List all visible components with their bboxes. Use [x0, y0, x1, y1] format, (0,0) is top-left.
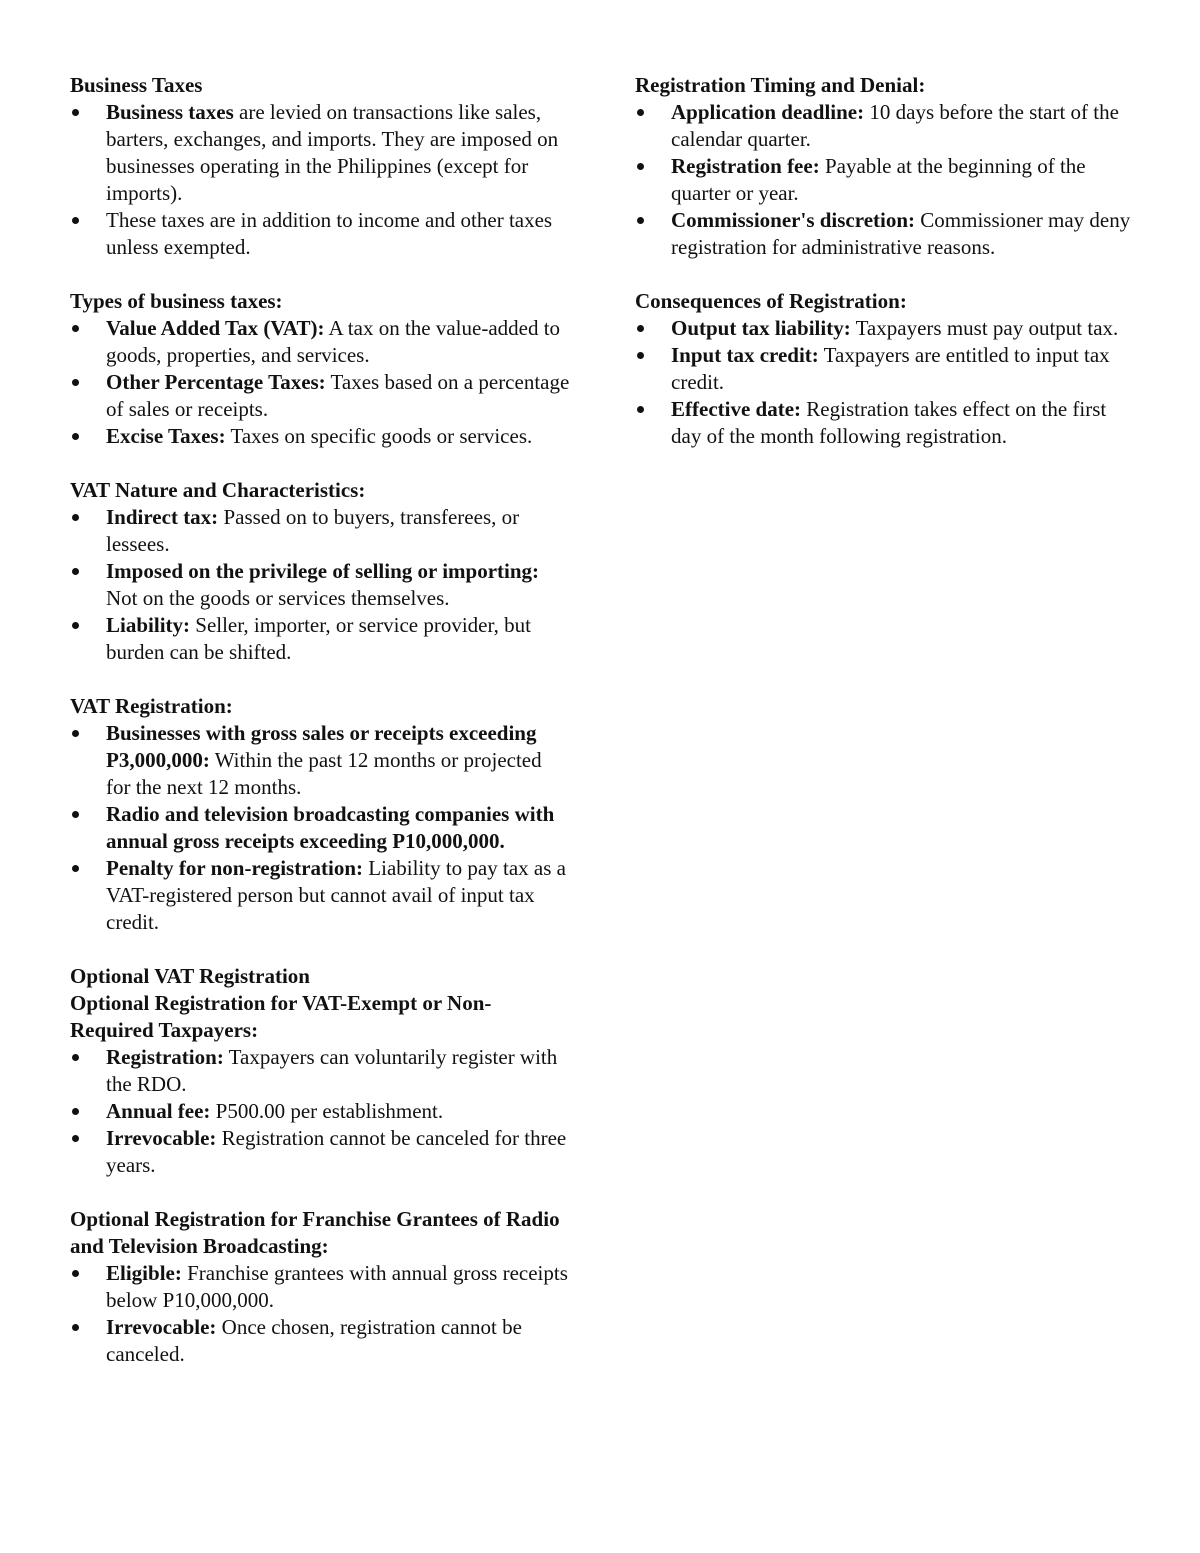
right-column	[635, 72, 1135, 477]
bullet-icon	[637, 325, 644, 332]
section-heading: Optional VAT Registration	[70, 964, 310, 988]
list-item	[70, 1260, 570, 1314]
bullet-list	[70, 1260, 570, 1368]
bullet-icon	[72, 109, 79, 116]
bullet-list	[70, 315, 570, 450]
bullet-list	[70, 720, 570, 936]
item-text: Franchise grantees with annual gross receipts below P10,000,000.	[106, 1261, 568, 1312]
item-text: Taxes on specific goods or services.	[225, 424, 533, 448]
item-text: 10 days before the start of the calendar quarter.	[671, 100, 1119, 151]
section-franchise-grantees	[70, 1206, 570, 1368]
list-item	[70, 801, 570, 855]
section-types-of-business-taxes	[70, 288, 570, 450]
list-item	[70, 720, 570, 801]
item-label: Application deadline:	[671, 100, 865, 124]
section-vat-registration	[70, 693, 570, 936]
bullet-icon	[72, 1135, 79, 1142]
section-consequences-of-registration	[635, 288, 1135, 450]
left-column	[70, 72, 570, 1395]
bullet-icon	[637, 406, 644, 413]
item-text: A tax on the value-added to goods, properties, and services.	[106, 316, 561, 367]
item-text: are levied on transactions like sales, barters, exchanges, and imports. They are imposed on businesses operating in the Philippines (except for imports).	[106, 100, 559, 205]
section-registration-timing	[635, 72, 1135, 261]
bullet-icon	[72, 514, 79, 521]
bullet-icon	[72, 379, 79, 386]
item-label: Excise Taxes:	[106, 424, 226, 448]
item-label: Penalty for non-registration:	[106, 856, 364, 880]
item-text: Commissioner may deny registration for administrative reasons.	[671, 208, 1131, 259]
list-item	[635, 396, 1135, 450]
item-label: Value Added Tax (VAT):	[106, 316, 325, 340]
list-item	[70, 369, 570, 423]
item-label: Effective date:	[671, 397, 802, 421]
section-heading: Business Taxes	[70, 73, 203, 97]
item-text: Once chosen, registration cannot be canceled.	[106, 1315, 522, 1366]
section-heading: Consequences of Registration:	[635, 289, 907, 313]
list-item	[635, 153, 1135, 207]
bullet-icon	[637, 109, 644, 116]
list-item	[635, 99, 1135, 153]
bullet-icon	[637, 352, 644, 359]
bullet-list	[70, 504, 570, 666]
list-item	[70, 423, 570, 450]
bullet-list	[70, 1044, 570, 1179]
item-label: Radio and television broadcasting companies with annual gross receipts exceeding P10,000,000.	[106, 802, 555, 853]
bullet-icon	[637, 217, 644, 224]
list-item	[70, 99, 570, 207]
list-item	[70, 612, 570, 666]
bullet-icon	[72, 568, 79, 575]
item-label: Eligible:	[106, 1261, 182, 1285]
list-item	[70, 855, 570, 936]
item-label: Registration fee:	[671, 154, 820, 178]
item-text: Not on the goods or services themselves.	[106, 586, 450, 610]
section-heading: Optional Registration for Franchise Grantees of Radio and Television Broadcasting:	[70, 1207, 560, 1258]
list-item	[70, 315, 570, 369]
bullet-icon	[72, 217, 79, 224]
section-business-taxes	[70, 72, 570, 261]
list-item	[70, 558, 570, 612]
item-label: Indirect tax:	[106, 505, 219, 529]
list-item	[635, 207, 1135, 261]
list-item	[70, 207, 570, 261]
item-text: Taxes based on a percentage of sales or receipts.	[106, 370, 570, 421]
item-text: Registration takes effect on the first day of the month following registration.	[671, 397, 1107, 448]
bullet-icon	[72, 730, 79, 737]
list-item	[70, 1314, 570, 1368]
list-item	[70, 504, 570, 558]
item-label: Registration:	[106, 1045, 224, 1069]
item-text: Payable at the beginning of the quarter or year.	[671, 154, 1086, 205]
item-text: Taxpayers can voluntarily register with the RDO.	[106, 1045, 558, 1096]
section-heading: Registration Timing and Denial:	[635, 73, 926, 97]
item-text: Registration cannot be canceled for three years.	[106, 1126, 567, 1177]
section-optional-vat-registration	[70, 963, 570, 1179]
bullet-icon	[72, 1324, 79, 1331]
item-label: Annual fee:	[106, 1099, 211, 1123]
bullet-list	[70, 99, 570, 261]
item-label: Irrevocable:	[106, 1315, 217, 1339]
list-item	[635, 315, 1135, 342]
item-text: Taxpayers are entitled to input tax credit.	[671, 343, 1110, 394]
section-heading: VAT Nature and Characteristics:	[70, 478, 366, 502]
item-label: Businesses with gross sales or receipts exceeding P3,000,000:	[106, 721, 537, 772]
item-text: Within the past 12 months or projected for the next 12 months.	[106, 748, 542, 799]
bullet-icon	[72, 1054, 79, 1061]
bullet-icon	[72, 1108, 79, 1115]
item-text: Liability to pay tax as a VAT-registered person but cannot avail of input tax credit.	[106, 856, 566, 934]
item-label: Imposed on the privilege of selling or importing:	[106, 559, 540, 583]
item-label: Input tax credit:	[671, 343, 819, 367]
item-text: These taxes are in addition to income and other taxes unless exempted.	[106, 208, 553, 259]
bullet-icon	[72, 1270, 79, 1277]
section-vat-nature	[70, 477, 570, 666]
item-label: Output tax liability:	[671, 316, 851, 340]
list-item	[70, 1125, 570, 1179]
list-item	[635, 342, 1135, 396]
list-item	[70, 1098, 570, 1125]
item-label: Other Percentage Taxes:	[106, 370, 326, 394]
section-heading: VAT Registration:	[70, 694, 233, 718]
bullet-list	[635, 315, 1135, 450]
item-label: Business taxes	[106, 100, 234, 124]
bullet-icon	[72, 811, 79, 818]
bullet-icon	[637, 163, 644, 170]
item-text: Taxpayers must pay output tax.	[850, 316, 1119, 340]
bullet-icon	[72, 325, 79, 332]
bullet-icon	[72, 433, 79, 440]
section-heading: Types of business taxes:	[70, 289, 283, 313]
item-text: Passed on to buyers, transferees, or lessees.	[106, 505, 520, 556]
item-label: Irrevocable:	[106, 1126, 217, 1150]
item-label: Commissioner's discretion:	[671, 208, 916, 232]
bullet-icon	[72, 622, 79, 629]
item-text: Seller, importer, or service provider, but burden can be shifted.	[106, 613, 531, 664]
item-text: P500.00 per establishment.	[210, 1099, 444, 1123]
list-item	[70, 1044, 570, 1098]
section-subheading: Optional Registration for VAT-Exempt or Non-Required Taxpayers:	[70, 991, 492, 1042]
item-label: Liability:	[106, 613, 191, 637]
bullet-list	[635, 99, 1135, 261]
bullet-icon	[72, 865, 79, 872]
